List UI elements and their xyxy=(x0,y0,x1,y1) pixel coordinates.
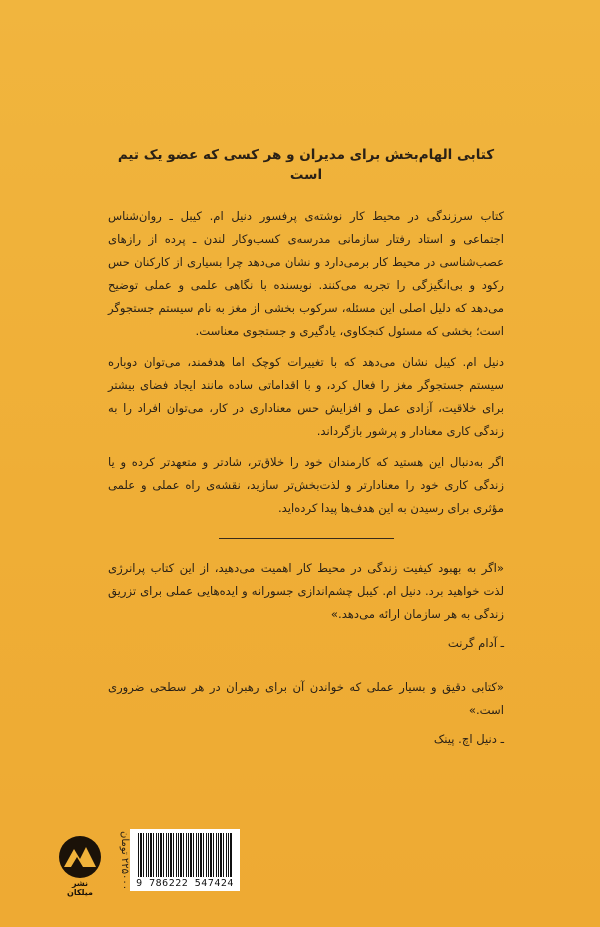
mountains-icon xyxy=(58,835,102,879)
endorsement-quote-2: «کتابی دقیق و بسیار عملی که خواندن آن برای رهبران در هر سطحی ضروری است.» xyxy=(108,680,504,717)
cover-text xyxy=(108,145,504,750)
description-paragraph-3: اگر به‌دنبال این هستید که کارمندان خود را خلاق‌تر، شادتر و متعهدتر کرده و یا زندگی کاری خود را معنادارتر و لذت‌بخش‌تر سازید، نقشه‌ی راه عملی و علمی مؤثری برای رسیدن به این هدف‌ها پیدا کرده‌اید. xyxy=(108,455,504,515)
description-paragraph-1: کتاب سرزندگی در محیط کار نوشته‌ی پرفسور دنیل ام. کیبل ـ روان‌شناس اجتماعی و استاد رفتار سازمانی مدرسه‌ی کسب‌وکار لندن ـ پرده از رازهای عصب‌شناسی در محیط کار برمی‌دارد و نشان می‌دهد چرا بسیاری از کارکنان حس رکود و بی‌انگیزگی را تجربه می‌کنند. نویسنده با نگاهی علمی و عملی توضیح می‌دهد که دلیل اصلی این مسئله، سرکوب بخشی از مغز به نام سیستم جستجوگر است؛ بخشی که مسئول کنجکاوی، یادگیری و جستجوی معناست. xyxy=(108,209,504,338)
barcode-number: 9 786222 547424 xyxy=(136,878,234,889)
headline: کتابی الهام‌بخش برای مدیران و هر کسی که عضو یک تیم است xyxy=(117,147,495,183)
endorsement-author-2: ـ دنیل اچ. پینک xyxy=(433,732,504,746)
description-paragraph-2: دنیل ام. کیبل نشان می‌دهد که با تغییرات کوچک اما هدفمند، می‌توان دوباره سیستم جستجوگر مغز را فعال کرد، و با اقداماتی ساده مانند ایجاد فضای بیشتر برای خلاقیت، آزادی عمل و افزایش حس معناداری در کار، می‌توان افراد را به زندگی کاری معنادار و پرشور بازگرداند. xyxy=(108,355,504,438)
publisher-name: نشر میلکان xyxy=(67,879,93,897)
divider xyxy=(219,538,394,539)
endorsement-quote-1: «اگر به بهبود کیفیت زندگی در محیط کار اهمیت می‌دهید، از این کتاب پرانرژی لذت خواهید برد. دنیل ام. کیبل چشم‌اندازی جسورانه و ایده‌هایی عملی برای تزریق زندگی به هر سازمان ارائه می‌دهد.» xyxy=(108,561,504,621)
barcode xyxy=(130,829,240,891)
price-label: ۲۲۵۰۰۰ تومان xyxy=(119,831,130,891)
barcode-bars xyxy=(138,833,232,877)
publisher-logo xyxy=(58,835,102,897)
endorsement-author-1: ـ آدام گرنت xyxy=(447,636,504,650)
